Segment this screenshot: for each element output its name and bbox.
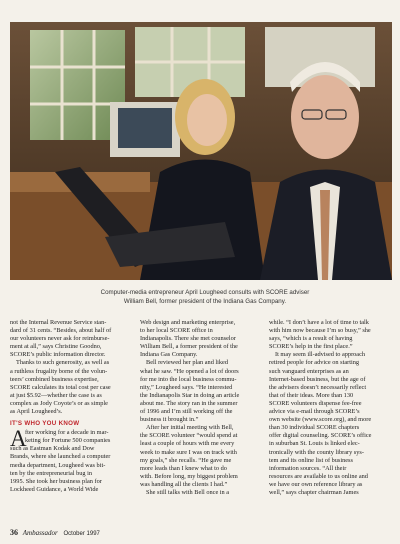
text-line: retired people for advice on starting bbox=[269, 359, 360, 367]
page-number: 36 bbox=[10, 528, 18, 537]
text-line: After her initial meeting with Bell, bbox=[146, 424, 234, 432]
text-line: with him now because I’m so busy,” she bbox=[269, 327, 371, 335]
text-line: says, “which is a result of having bbox=[269, 335, 353, 343]
text-line: not the Internal Revenue Service stan- bbox=[10, 319, 107, 326]
text-line: our volunteers never ask for reimburse- bbox=[10, 335, 110, 343]
section-heading: IT'S WHO YOU KNOW bbox=[10, 420, 80, 428]
text-line: tronically with the county library sys- bbox=[269, 448, 364, 456]
text-line: Thanks to such generosity, as well as bbox=[16, 359, 110, 367]
text-line: Brands, where she launched a computer bbox=[10, 453, 111, 461]
text-column-2 bbox=[140, 319, 256, 497]
text-line: SCORE volunteers dispense fee-free bbox=[269, 399, 362, 407]
text-line: fter working for a decade in mar- bbox=[25, 429, 109, 437]
text-line: offer digital counseling. SCORE’s office bbox=[269, 432, 372, 440]
text-line: SCORE calculates its total cost per case bbox=[10, 383, 111, 391]
magazine-name: Ambassador bbox=[22, 529, 58, 537]
text-line: teers’ combined business expertise, bbox=[10, 375, 99, 383]
text-line: Indiana Gas Company. bbox=[140, 351, 198, 359]
text-line: with. Before long, my biggest problem bbox=[140, 472, 238, 480]
text-line: dard of 31 cents. “Besides, about half of bbox=[10, 327, 112, 335]
text-line: ten by the entrepreneurial bug in bbox=[10, 469, 93, 477]
text-line: Web design and marketing enterprise, bbox=[140, 319, 236, 326]
text-line: what he saw. “He opened a lot of doors bbox=[140, 367, 239, 375]
text-line: to her local SCORE office in bbox=[140, 327, 213, 335]
photo-caption bbox=[40, 289, 370, 306]
text-column-3 bbox=[269, 319, 385, 497]
article-photo bbox=[10, 22, 392, 280]
text-line: that of their ideas. More than 130 bbox=[269, 391, 354, 399]
text-line: of 1996 and I’m still working off the bbox=[140, 408, 233, 416]
text-line: Internet-based business, but the age of bbox=[269, 375, 366, 383]
text-line: information sources. “All their bbox=[269, 464, 347, 472]
text-line: the SCORE volunteer “would spend at bbox=[140, 432, 238, 440]
text-line: keting for Fortune 500 companies bbox=[25, 437, 111, 445]
text-line: media department, Lougheed was bit- bbox=[10, 461, 106, 469]
text-line: we have our own reference library as bbox=[269, 480, 363, 488]
text-line: such as Eastman Kodak and Dow bbox=[10, 445, 95, 453]
caption-line: Computer-media entrepreneur April Lougheed consults with SCORE adviser bbox=[100, 289, 310, 296]
text-line: was handling all the clients I had.” bbox=[140, 480, 228, 488]
photo-illustration bbox=[10, 22, 392, 280]
text-line: well,” says chapter chairman James bbox=[269, 488, 359, 496]
text-line: for me into the local business commu- bbox=[140, 375, 237, 383]
text-line: tem and its online list of business bbox=[269, 456, 353, 464]
text-line: ment at all,” says Christine Goodno, bbox=[10, 343, 102, 351]
text-line: week to make sure I was on track with bbox=[140, 448, 237, 456]
caption-line: William Bell, former president of the Indiana Gas Company. bbox=[123, 297, 287, 305]
text-line: at just $5.92—whether the case is as bbox=[10, 391, 102, 399]
text-line: resources are available to us online and bbox=[269, 472, 368, 480]
text-line: 1995. She took her business plan for bbox=[10, 477, 102, 485]
text-line: SCORE’s help in the first place.” bbox=[269, 343, 353, 351]
text-line: complex as Jody Coyote’s or as simple bbox=[10, 399, 108, 407]
text-line: in suburban St. Louis is linked elec- bbox=[269, 440, 360, 448]
text-line: least a couple of hours with me every bbox=[140, 440, 235, 448]
text-line: while. “I don’t have a lot of time to talk bbox=[269, 319, 369, 326]
text-line: business it brought in.” bbox=[140, 416, 199, 424]
text-line: about me. The story ran in the summer bbox=[140, 399, 238, 407]
text-line: a ruthless frugality borne of the volun- bbox=[10, 367, 108, 375]
text-line: Indianapolis. There she met counselor bbox=[140, 335, 236, 343]
drop-cap: A bbox=[10, 426, 27, 452]
text-line: such vanguard enterprises as an bbox=[269, 367, 349, 375]
text-line: own website (www.score.org), and more bbox=[269, 416, 372, 424]
text-line: the advisers doesn’t necessarily reflect bbox=[269, 383, 367, 391]
text-line: than 30 individual SCORE chapters bbox=[269, 424, 360, 432]
text-line: nity,” Lougheed says. “He interested bbox=[140, 383, 233, 391]
text-line: She still talks with Bell once in a bbox=[146, 488, 230, 496]
text-line: more leads than I knew what to do bbox=[140, 464, 227, 472]
page-footer bbox=[10, 528, 100, 537]
text-line: Lockheed Guidance, a World Wide bbox=[10, 485, 99, 493]
text-line: the Indianapolis Star in doing an article bbox=[140, 391, 240, 399]
text-line: SCORE’s public information director. bbox=[10, 351, 106, 359]
text-line: advice via e-mail through SCORE’s bbox=[269, 408, 360, 416]
text-line: as April Lougheed’s. bbox=[10, 408, 63, 416]
issue-date: October 1997 bbox=[63, 531, 100, 537]
text-line: William Bell, a former president of the bbox=[140, 343, 238, 351]
text-column-1 bbox=[10, 319, 126, 494]
text-line: my goals,” she recalls. “He gave me bbox=[140, 456, 232, 464]
text-line: It may seem ill-advised to approach bbox=[275, 351, 366, 359]
text-line: Bell reviewed her plan and liked bbox=[146, 359, 229, 367]
